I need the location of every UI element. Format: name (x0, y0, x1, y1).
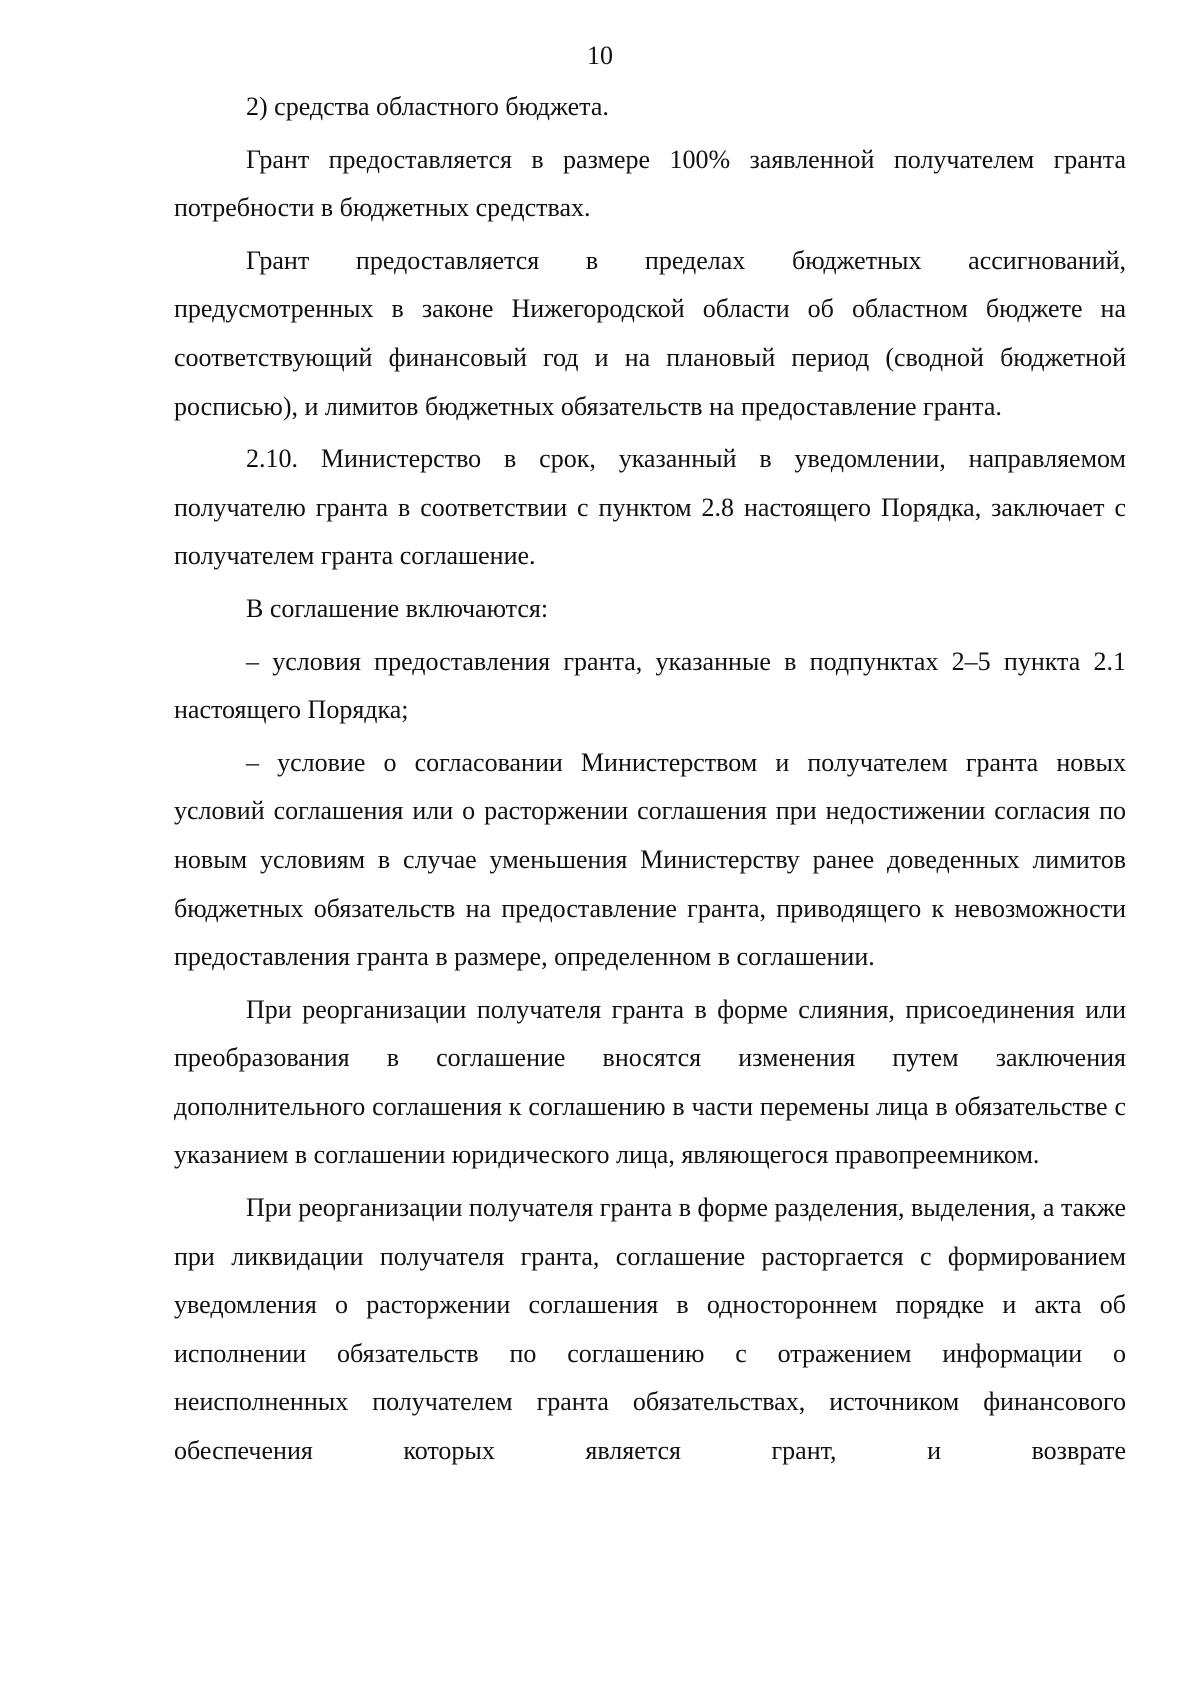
paragraph-2: Грант предоставляется в размере 100% заявленной получателем гранта потребности в бюджетных средствах. (174, 144, 1126, 223)
paragraph-1: 2) средства областного бюджета. (246, 92, 609, 121)
paragraph-6: – условия предоставления гранта, указанные в подпунктах 2–5 пункта 2.1 настоящего Порядка; (174, 646, 1126, 725)
paragraph-3: Грант предоставляется в пределах бюджетных ассигнований, предусмотренных в законе Нижегородской области об областном бюджете на соответствующий финансовый год и на плановый период (сводной бюджетной росписью), и лимитов бюджетных обязательств на предоставление гранта. (174, 245, 1126, 421)
page-number: 10 (587, 41, 613, 70)
paragraph-5: В соглашение включаются: (246, 593, 549, 623)
paragraph-8: При реорганизации получателя гранта в форме слияния, присоединения или преобразования в соглашение вносятся изменения путем заключения дополнительного соглашения к соглашению в части перемены лица в обязательстве с указанием в соглашении юридического лица, являющегося правопреемником. (174, 994, 1126, 1170)
paragraph-7: – условие о согласовании Министерством и получателем гранта новых условий соглашения или о расторжении соглашения при недостижении согласия по новым условиям в случае уменьшения Министерству ранее доведенных лимитов бюджетных обязательств на предоставление гранта, приводящего к невозможности предоставления гранта в размере, определенном в соглашении. (174, 747, 1126, 972)
paragraph-4: 2.10. Министерство в срок, указанный в уведомлении, направляемом получателю гранта в соответствии с пунктом 2.8 настоящего Порядка, заключает с получателем гранта соглашение. (174, 444, 1126, 571)
paragraph-9: При реорганизации получателя гранта в форме разделения, выделения, а также при ликвидации получателя гранта, соглашение расторгается с формированием уведомления о расторжении соглашения в одностороннем порядке и акта об исполнении обязательств по соглашению с отражением информации о неисполненных получателем гранта обязательствах, источником финансового обеспечения которых является грант, и возврате (174, 1193, 1126, 1466)
document-body (174, 83, 1126, 1476)
